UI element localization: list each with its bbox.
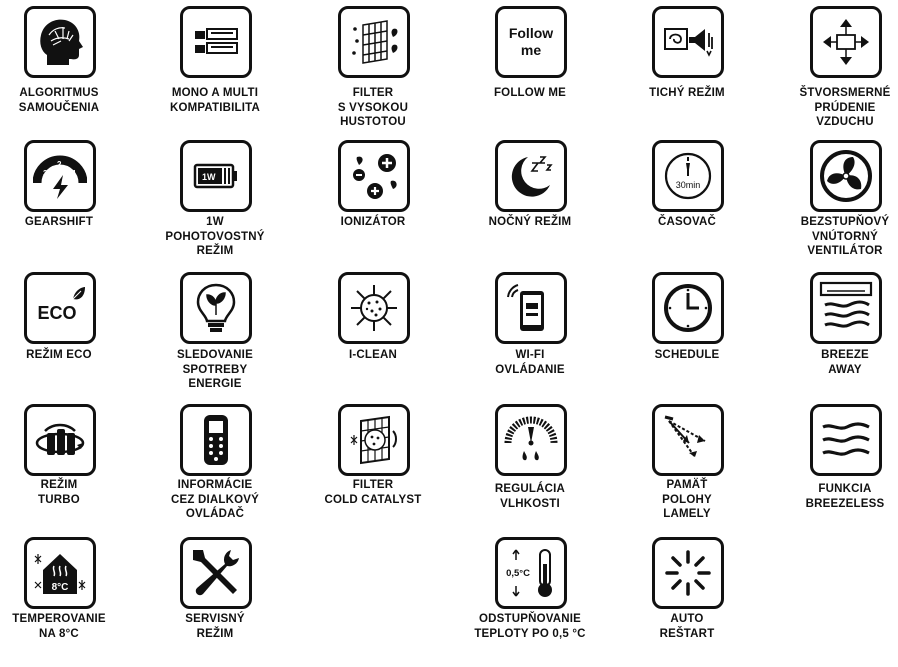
follow-me-icon bbox=[495, 6, 567, 78]
feature-four-way-airflow bbox=[770, 6, 898, 136]
feature-energy-monitoring bbox=[140, 272, 290, 402]
breeze-away-icon bbox=[810, 272, 882, 344]
feature-label: AUTO REŠTART bbox=[659, 613, 715, 640]
feature-label: 1W POHOTOVOSTNÝ REŽIM bbox=[165, 216, 265, 257]
thermometer-text: 0,5°C bbox=[506, 568, 530, 579]
feature-label: FOLLOW ME bbox=[493, 87, 567, 99]
feature-timer bbox=[612, 140, 762, 270]
feature-temp-step bbox=[455, 537, 605, 667]
feature-label: ALGORITMUS SAMOUČENIA bbox=[18, 87, 100, 114]
feature-label: ODSTUPŇOVANIE TEPLOTY PO 0,5 °C bbox=[474, 613, 586, 640]
gear-1-text: 1 bbox=[72, 169, 77, 178]
feature-label: I-CLEAN bbox=[348, 349, 398, 361]
four-way-airflow-icon bbox=[810, 6, 882, 78]
feature-humidity-control bbox=[455, 404, 605, 534]
feature-eco-mode bbox=[0, 272, 134, 402]
battery-1w-icon bbox=[180, 140, 252, 212]
eco-leaf-icon bbox=[24, 272, 96, 344]
feature-label: IONIZÁTOR bbox=[340, 216, 406, 228]
timer-text: 30min bbox=[675, 180, 701, 190]
feature-high-density-filter bbox=[298, 6, 448, 136]
multi-split-units-icon bbox=[180, 6, 252, 78]
silent-mode-icon bbox=[652, 6, 724, 78]
feature-label: TEMPEROVANIE NA 8°C bbox=[12, 613, 106, 640]
i-clean-snowflake-icon bbox=[338, 272, 410, 344]
energy-bulb-icon bbox=[180, 272, 252, 344]
service-tools-icon bbox=[180, 537, 252, 609]
feature-label: PAMÄŤ POLOHY LAMELY bbox=[662, 479, 712, 520]
feature-silent-mode bbox=[612, 6, 762, 136]
feature-label: REŽIM ECO bbox=[26, 349, 92, 361]
ionizer-icon bbox=[338, 140, 410, 212]
feature-label: FILTER COLD CATALYST bbox=[324, 479, 422, 506]
feature-label: ČASOVAČ bbox=[657, 216, 717, 228]
feature-label: REŽIM TURBO bbox=[38, 479, 80, 506]
feature-ionizer bbox=[298, 140, 448, 270]
feature-mono-multi bbox=[140, 6, 290, 136]
feature-gearshift bbox=[0, 140, 134, 270]
thermometer-icon bbox=[495, 537, 567, 609]
breezeless-waves-icon bbox=[810, 404, 882, 476]
feature-turbo-mode bbox=[0, 404, 134, 534]
feature-auto-restart bbox=[612, 537, 762, 667]
feature-i-clean bbox=[298, 272, 448, 402]
feature-label: BEZSTUPŇOVÝ VNÚTORNÝ VENTILÁTOR bbox=[800, 216, 890, 257]
wifi-phone-icon bbox=[495, 272, 567, 344]
feature-remote-info bbox=[140, 404, 290, 534]
feature-label: WI-FI OVLÁDANIE bbox=[495, 349, 565, 376]
feature-label: SERVISNÝ REŽIM bbox=[185, 613, 245, 640]
feature-night-mode bbox=[455, 140, 605, 270]
timer-icon bbox=[652, 140, 724, 212]
feature-label: FILTER S VYSOKOU HUSTOTOU bbox=[337, 87, 409, 128]
feature-follow-me bbox=[455, 6, 605, 136]
feature-label: TICHÝ REŽIM bbox=[649, 87, 725, 99]
feature-1w-standby bbox=[140, 140, 290, 270]
feature-breezeless bbox=[770, 404, 898, 534]
gear-3-text: 3 bbox=[43, 169, 48, 178]
night-mode-moon-icon bbox=[495, 140, 567, 212]
gear-2-text: 2 bbox=[57, 160, 62, 169]
humidity-gauge-icon bbox=[495, 404, 567, 476]
fan-icon bbox=[810, 140, 882, 212]
feature-label: GEARSHIFT bbox=[24, 216, 94, 228]
feature-schedule bbox=[612, 272, 762, 402]
battery-text: 1W bbox=[202, 172, 216, 182]
house-temp-text: 8°C bbox=[51, 582, 69, 593]
house-8c-icon bbox=[24, 537, 96, 609]
feature-service-mode bbox=[140, 537, 290, 667]
feature-label: FUNKCIA BREEZELESS bbox=[805, 483, 885, 510]
louver-memory-icon bbox=[652, 404, 724, 476]
feature-label: SLEDOVANIE SPOTREBY ENERGIE bbox=[177, 349, 253, 390]
feature-label: NOČNÝ REŽIM bbox=[488, 216, 572, 228]
remote-control-icon bbox=[180, 404, 252, 476]
feature-label: ŠTVORSMERNÉ PRÚDENIE VZDUCHU bbox=[799, 87, 891, 128]
turbo-mode-icon bbox=[24, 404, 96, 476]
feature-label: MONO A MULTI KOMPATIBILITA bbox=[169, 87, 261, 114]
clock-icon bbox=[652, 272, 724, 344]
feature-louver-memory bbox=[612, 404, 762, 534]
feature-wifi-control bbox=[455, 272, 605, 402]
cold-catalyst-filter-icon bbox=[338, 404, 410, 476]
feature-label: INFORMÁCIE CEZ DIALKOVÝ OVLÁDAČ bbox=[170, 479, 259, 520]
feature-stepless-fan bbox=[770, 140, 898, 270]
high-density-filter-icon bbox=[338, 6, 410, 78]
gearshift-gauge-icon bbox=[24, 140, 96, 212]
feature-label: BREEZE AWAY bbox=[821, 349, 869, 376]
brain-head-icon bbox=[24, 6, 96, 78]
feature-self-learning bbox=[0, 6, 134, 136]
eco-text: ECO bbox=[37, 303, 77, 323]
feature-label: REGULÁCIA VLHKOSTI bbox=[494, 483, 566, 510]
feature-cold-catalyst-filter bbox=[298, 404, 448, 534]
follow-me-icon-text: Follow me bbox=[508, 25, 554, 58]
feature-label: SCHEDULE bbox=[654, 349, 720, 361]
feature-8c-heating bbox=[0, 537, 134, 667]
auto-restart-icon bbox=[652, 537, 724, 609]
feature-breeze-away bbox=[770, 272, 898, 402]
